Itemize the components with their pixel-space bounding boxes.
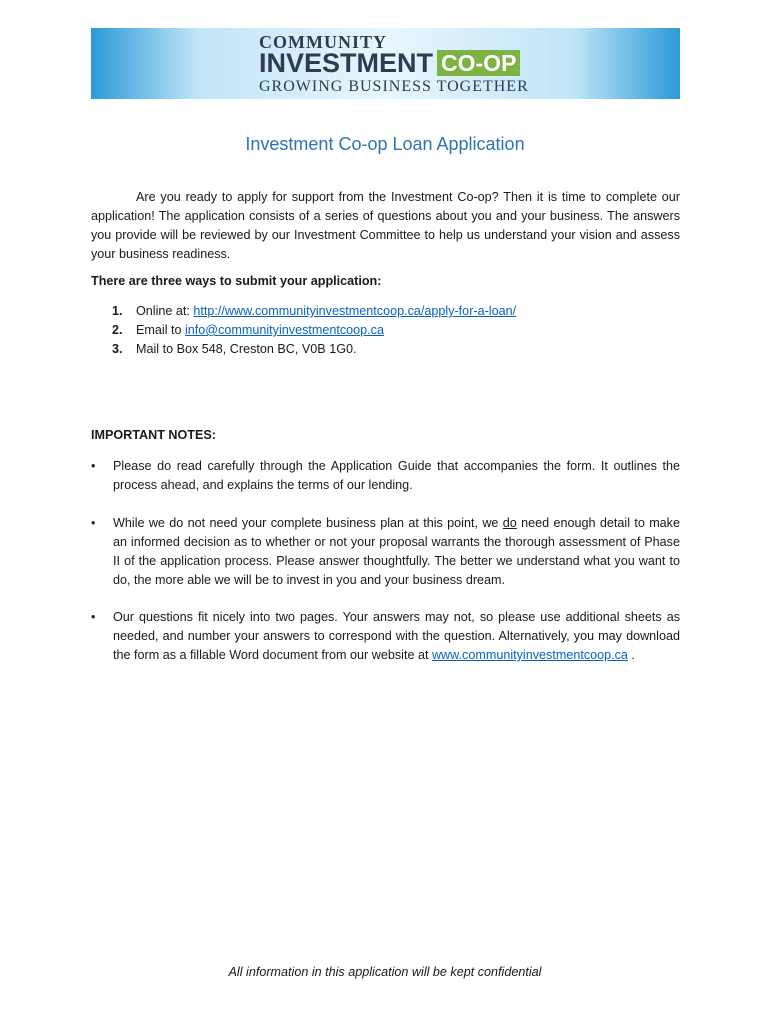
notes-heading: IMPORTANT NOTES:: [91, 428, 216, 442]
note-item: [91, 514, 680, 590]
intro-text: Are you ready to apply for support from the Investment Co-op? Then it is time to complete our application! The application consists of a series of questions about you and your business. The answers you provide will be reviewed by our Investment Committee to help us understand your vision and assess your business readiness.: [91, 190, 680, 261]
logo-line-community: COMMUNITY: [259, 32, 387, 52]
way-email-prefix: Email to: [136, 323, 185, 337]
website-link[interactable]: www.communityinvestmentcoop.ca: [431, 648, 628, 662]
note-text-part: While we do not need your complete business plan at this point, we: [113, 516, 503, 530]
note-text-part: need enough detail to make an informed decision as to whether or not your proposal warrants the thorough assessment of Phase II of the application process. Please answer thoughtfully. The better we understand what you want to do, the more able we will be to invest in you and your business dream.: [113, 516, 680, 587]
ways-heading: There are three ways to submit your application:: [91, 274, 382, 288]
logo-banner: [91, 28, 680, 99]
page-title: Investment Co-op Loan Application: [245, 134, 525, 154]
list-item: [91, 302, 516, 321]
list-number: 1.: [112, 304, 123, 318]
email-link[interactable]: info@communityinvestmentcoop.ca: [185, 323, 384, 337]
logo-line-investment: [259, 50, 520, 76]
list-item: [91, 321, 516, 340]
list-number: 3.: [112, 342, 123, 356]
apply-online-link[interactable]: http://www.communityinvestmentcoop.ca/apply-for-a-loan/: [193, 304, 517, 318]
intro-paragraph: [91, 188, 680, 264]
list-text: [136, 321, 384, 340]
note-text: Please do read carefully through the Application Guide that accompanies the form. It outlines the process ahead, and explains the terms of our lending.: [113, 459, 680, 492]
note-text-part: Our questions fit nicely into two pages. Your answers may not, so please use additional sheets as needed, and number your answers to correspond with the question. Alternatively, you may download the form as a fillable Word document from our website at: [113, 610, 680, 662]
list-item: [91, 340, 516, 359]
list-number: 2.: [112, 323, 123, 337]
way-mail-text: Mail to Box 548, Creston BC, V0B 1G0.: [136, 342, 357, 356]
note-item: [91, 608, 680, 665]
note-text: [113, 514, 680, 590]
bullet-icon: •: [91, 459, 96, 473]
way-online-prefix: Online at:: [136, 304, 194, 318]
bullet-icon: •: [91, 610, 96, 624]
note-text-part: .: [627, 648, 635, 662]
submission-ways-list: [91, 302, 516, 359]
logo-tagline: GROWING BUSINESS TOGETHER: [259, 78, 529, 95]
logo-coop-badge: CO-OP: [437, 50, 520, 76]
note-emphasis: do: [502, 516, 517, 530]
bullet-icon: •: [91, 516, 96, 530]
note-text: [113, 608, 680, 665]
logo-investment-text: INVESTMENT: [259, 48, 434, 78]
footer-confidential: All information in this application will be kept confidential: [228, 965, 542, 979]
note-item: [91, 457, 680, 495]
list-text: [136, 302, 516, 321]
